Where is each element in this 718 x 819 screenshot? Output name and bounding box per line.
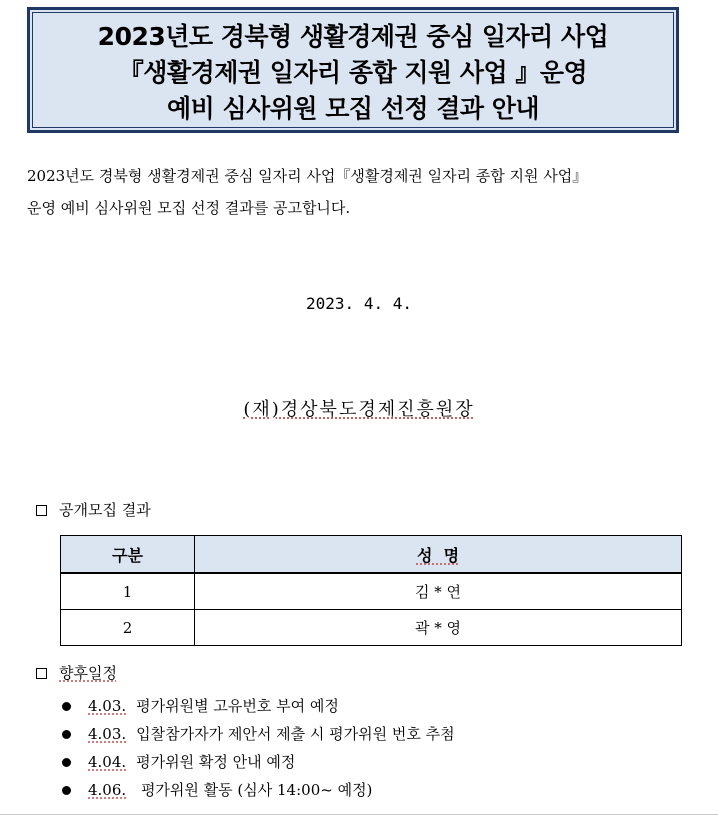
bullet-dot-icon bbox=[62, 730, 71, 739]
section-heading-results-label: 공개모집 결과 bbox=[59, 501, 151, 519]
table-row bbox=[61, 573, 682, 610]
section-heading-schedule bbox=[36, 662, 117, 684]
announcement-date: 2023. 4. 4. bbox=[306, 294, 412, 313]
bottom-divider bbox=[0, 814, 718, 815]
organization-name-text: (재)경상북도경제진흥원장 bbox=[243, 399, 475, 420]
cell-number: 1 bbox=[61, 573, 195, 610]
table-row bbox=[61, 610, 682, 646]
header-category: 구분 bbox=[61, 536, 195, 574]
bullet-dot-icon bbox=[62, 758, 71, 767]
header-name bbox=[195, 536, 682, 574]
intro-paragraph bbox=[27, 160, 697, 224]
intro-line-2: 운영 예비 심사위원 모집 선정 결과를 공고합니다. bbox=[27, 199, 351, 217]
section-heading-results bbox=[36, 499, 151, 521]
schedule-text: 평가위원별 고유번호 부여 예정 bbox=[136, 697, 339, 715]
list-item bbox=[62, 720, 455, 748]
title-box bbox=[27, 7, 679, 133]
cell-number: 2 bbox=[61, 610, 195, 646]
schedule-date: 4.04. bbox=[88, 753, 127, 771]
organization-name bbox=[0, 397, 718, 423]
title-line-2: 『생활경제권 일자리 종합 지원 사업 』운영 bbox=[118, 58, 588, 87]
square-bullet-icon bbox=[36, 505, 47, 516]
list-item bbox=[62, 776, 455, 804]
cell-name: 김 * 연 bbox=[195, 573, 682, 610]
bullet-dot-icon bbox=[62, 702, 71, 711]
schedule-text: 평가위원 활동 (심사 14:00~ 예정) bbox=[136, 781, 373, 799]
schedule-date: 4.06. bbox=[88, 781, 127, 799]
schedule-text: 입찰참가자가 제안서 제출 시 평가위원 번호 추첨 bbox=[136, 725, 455, 743]
section-heading-schedule-label: 향후일정 bbox=[59, 664, 117, 682]
list-item bbox=[62, 748, 455, 776]
schedule-date: 4.03. bbox=[88, 697, 127, 715]
schedule-date: 4.03. bbox=[88, 725, 127, 743]
square-bullet-icon bbox=[36, 668, 47, 679]
bullet-dot-icon bbox=[62, 786, 71, 795]
list-item bbox=[62, 692, 455, 720]
table-header-row bbox=[61, 536, 682, 574]
results-table bbox=[60, 535, 682, 646]
intro-line-1: 2023년도 경북형 생활경제권 중심 일자리 사업『생활경제권 일자리 종합 지원 사업』 bbox=[27, 167, 588, 185]
title-line-1: 2023년도 경북형 생활경제권 중심 일자리 사업 bbox=[97, 22, 609, 51]
schedule-list bbox=[62, 692, 455, 804]
header-name-label: 성 명 bbox=[416, 545, 460, 565]
schedule-text: 평가위원 확정 안내 예정 bbox=[136, 753, 296, 771]
title-line-3: 예비 심사위원 모집 선정 결과 안내 bbox=[166, 94, 540, 123]
cell-name: 곽 * 영 bbox=[195, 610, 682, 646]
